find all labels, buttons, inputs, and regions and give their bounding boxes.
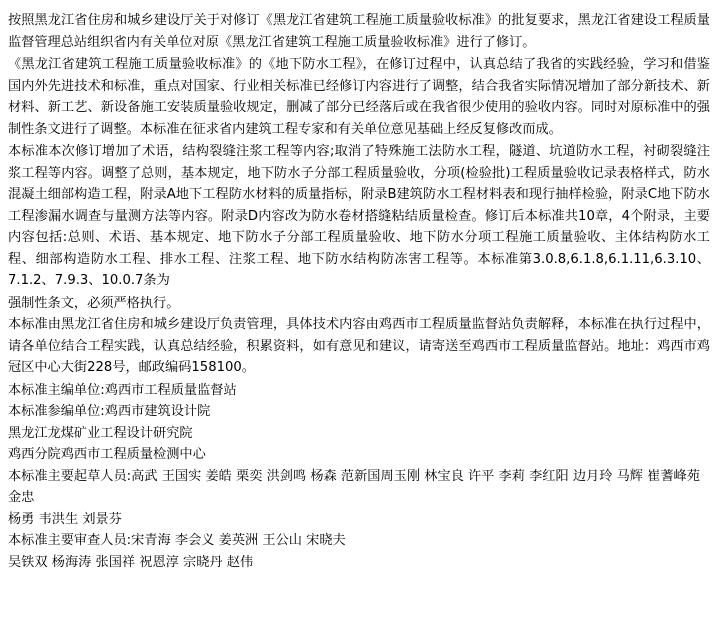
credit-line: 本标准参编单位:鸡西市建筑设计院 <box>8 404 211 419</box>
paragraph: 强制性条文，必须严格执行。 <box>8 295 180 311</box>
credit-line: 本标准主编单位:鸡西市工程质量监督站 <box>8 382 237 398</box>
document-credits <box>8 380 710 574</box>
credit-line: 杨勇 韦洪生 刘景芬 <box>8 511 122 527</box>
document-body <box>8 10 710 379</box>
paragraph: 《黑龙江省建筑工程施工质量验收标准》的《地下防水工程》，在修订过程中，认真总结了我省的实践经验，学习和借鉴国内外先进技术和标准，重点对国家、行业相关标准已经修订内容进行了调整，结合我省实际情况增加了部分新技术、新材料、新工艺、新设备施工安装质量验收规定，删减了部分已经落后或在我省很少使用的验收内容。同时对原标准中的强制性条文进行了调整。本标准在征求省内建筑工程专家和有关单位意见基础上经反复修改而成。 <box>8 57 710 137</box>
credit-line: 本标准主要起草人员:高武 王国实 姜皓 栗奕 洪剑鸣 杨森 范新国周玉刚 林宝良 许平 李莉 李红阳 边月玲 马辉 崔蓍峰苑金忠 <box>8 468 700 505</box>
credit-line: 吴铁双 杨海涛 张国祥 祝恩淳 宗晓丹 赵伟 <box>8 554 254 570</box>
credit-line: 鸡西分院鸡西市工程质量检测中心 <box>8 447 206 462</box>
paragraph: 按照黑龙江省住房和城乡建设厅关于对修订《黑龙江省建筑工程施工质量验收标准》的批复要求，黑龙江省建设工程质量监督管理总站组织省内有关单位对原《黑龙江省建筑工程施工质量验收标准》进行了修订。 <box>8 13 710 50</box>
paragraph: 本标准由黑龙江省住房和城乡建设厅负责管理，具体技术内容由鸡西市工程质量监督站负责解释，本标准在执行过程中，请各单位结合工程实践，认真总结经验，积累资料，如有意见和建议，请寄送至鸡西市工程质量监督站。地址：鸡西市鸡冠区中心大街228号，邮政编码158100。 <box>8 317 710 375</box>
credit-line: 黑龙江龙煤矿业工程设计研究院 <box>8 425 193 441</box>
credit-line: 本标准主要审查人员:宋青海 李会义 姜英洲 王公山 宋晓夫 <box>8 533 346 548</box>
paragraph: 本标准本次修订增加了术语，结构裂缝注浆工程等内容;取消了特殊施工法防水工程，隧道、坑道防水工程，衬砌裂缝注浆工程等内容。调整了总则，基本规定，地下防水子分部工程质量验收，分项(检验批)工程质量验收记录表格样式，防水混凝土细部构造工程，附录A地下工程防水材料的质量指标，附录B建筑防水工程材料表和现行抽样检验，附录C地下防水工程渗漏水调查与量测方法等内容。附录D内容改为防水卷材搭缝粘结质量检查。修订后本标准共10章，4个附录，主要内容包括:总则、术语、基本规定、地下防水子分部工程质量验收、地下防水分项工程施工质量验收、主体结构防水工程、细部构造防水工程、排水工程、注浆工程、地下防水结构防冻害工程等。本标准第3.0.8,6.1.8,6.1.11,6.3.10、7.1.2、7.9.3、10.0.7条为 <box>8 144 710 288</box>
